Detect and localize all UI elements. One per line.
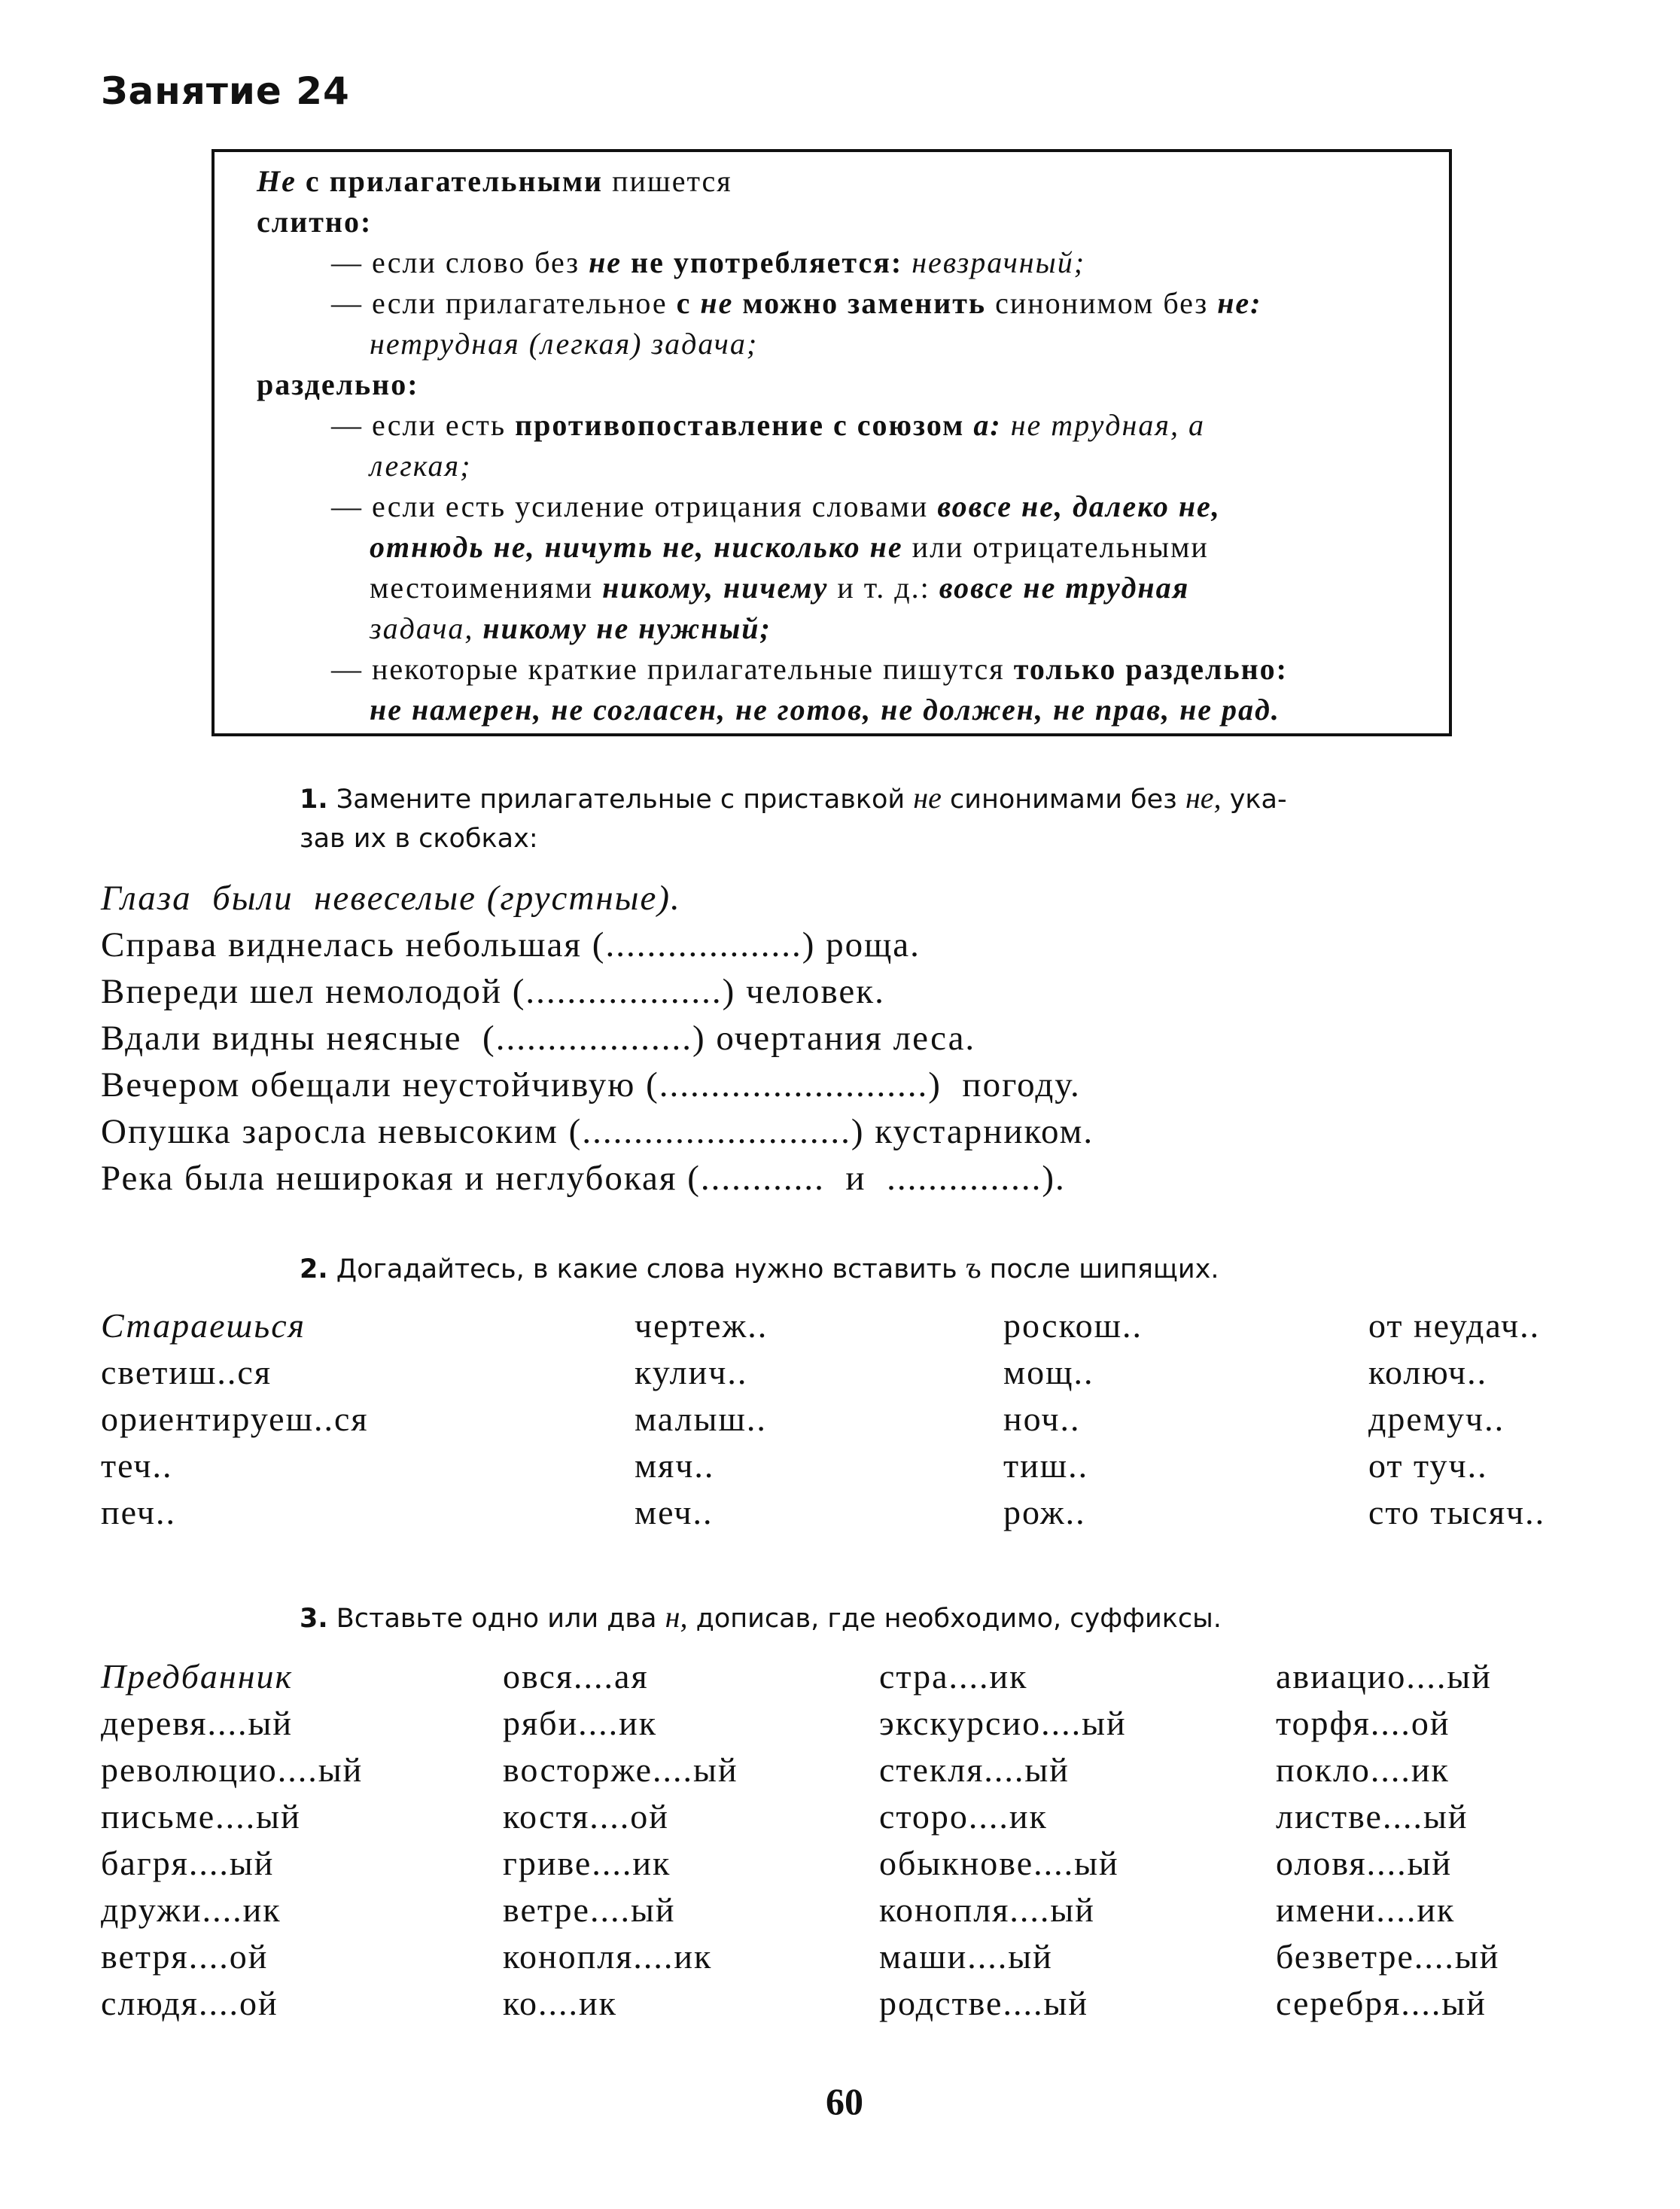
task3-word: ветря....ой	[101, 1937, 269, 1976]
task2-word: мощ..	[1003, 1353, 1094, 1391]
task3-word: стра....ик	[879, 1657, 1028, 1696]
task3-instruction: 3. Вставьте одно или два н, дописав, где необходимо, суффиксы.	[300, 1600, 1222, 1634]
task3-word: конопля....ый	[879, 1891, 1095, 1929]
task3-word: письме....ый	[101, 1797, 301, 1836]
rule-line: Не с прилагательными пишется	[257, 164, 732, 198]
task3-word: экскурсио....ый	[879, 1704, 1127, 1742]
task1-line: Вдали видны неясные (...................) очертания леса.	[101, 1019, 976, 1058]
task3-column	[1276, 1653, 1499, 2027]
task2-word: от неудач..	[1368, 1306, 1541, 1345]
task2-column	[1003, 1303, 1143, 1536]
task2-word: от туч..	[1368, 1446, 1488, 1485]
task1-line: Справа виднелась небольшая (...................) роща.	[101, 925, 921, 964]
task1-exercise	[101, 875, 1094, 1202]
task3-word: авиацио....ый	[1276, 1657, 1492, 1696]
rule-line: слитно:	[257, 205, 373, 239]
task2-word: мяч..	[635, 1446, 715, 1485]
task3-word: слюдя....ой	[101, 1984, 278, 2022]
rule-line: — если слово без не не употребляется: невзрачный;	[331, 245, 1086, 279]
task2-word: рож..	[1003, 1493, 1086, 1531]
rule-line: местоимениями никому, ничему и т. д.: вовсе не трудная	[370, 571, 1190, 605]
task3-word: восторже....ый	[503, 1750, 738, 1789]
task2-word: ноч..	[1003, 1400, 1081, 1438]
task2-word: печ..	[101, 1493, 177, 1531]
task2-word: ориентируеш..ся	[101, 1400, 369, 1438]
task2-word: теч..	[101, 1446, 173, 1485]
task3-word: безветре....ый	[1276, 1937, 1500, 1976]
task3-word: сторо....ик	[879, 1797, 1048, 1836]
task3-sample: Предбанник	[101, 1657, 294, 1696]
task3-word: оловя....ый	[1276, 1844, 1453, 1882]
task3-column	[101, 1653, 363, 2027]
task3-word: революцио....ый	[101, 1750, 364, 1789]
task3-word: родстве....ый	[879, 1984, 1088, 2022]
task3-word: стекля....ый	[879, 1750, 1070, 1789]
task2-word: тиш..	[1003, 1446, 1089, 1485]
task1-line: Вечером обещали неустойчивую (..........................) погоду.	[101, 1065, 1081, 1104]
task1-instruction: 1. Замените прилагательные с приставкой не синонимами без не, ука- зав их в скобках:	[300, 781, 1287, 854]
task2-word: роскош..	[1003, 1306, 1143, 1345]
task3-word: костя....ой	[503, 1797, 669, 1836]
task3-word: дружи....ик	[101, 1891, 282, 1929]
rule-line: — если прилагательное с не можно заменить синонимом без не:	[331, 286, 1262, 320]
task2-word: сто тысяч..	[1368, 1493, 1546, 1531]
task3-column	[503, 1653, 738, 2027]
rule-line: раздельно:	[257, 367, 419, 401]
task2-word: колюч..	[1368, 1353, 1488, 1391]
task2-column	[101, 1303, 369, 1536]
task3-word: багря....ый	[101, 1844, 275, 1882]
task3-word: имени....ик	[1276, 1891, 1456, 1929]
task1-line: Впереди шел немолодой (...................) человек.	[101, 972, 885, 1011]
rule-line: нетрудная (легкая) задача;	[370, 327, 759, 361]
task3-word: ветре....ый	[503, 1891, 676, 1929]
task3-word: покло....ик	[1276, 1750, 1450, 1789]
task3-word: ко....ик	[503, 1984, 617, 2022]
task3-word: маши....ый	[879, 1937, 1053, 1976]
rule-line: — если есть усиление отрицания словами вовсе не, далеко не,	[331, 489, 1221, 523]
rule-line: — некоторые краткие прилагательные пишутся только раздельно:	[331, 652, 1288, 686]
task2-sample: Стараешься	[101, 1306, 306, 1345]
task3-word: торфя....ой	[1276, 1704, 1450, 1742]
task3-word: деревя....ый	[101, 1704, 294, 1742]
task1-line: Река была неширокая и неглубокая (............ и ...............).	[101, 1159, 1066, 1198]
task2-instruction: 2. Догадайтесь, в какие слова нужно вставить ъ после шипящих.	[300, 1251, 1219, 1284]
task3-word: гриве....ик	[503, 1844, 671, 1882]
task3-word: обыкнове....ый	[879, 1844, 1119, 1882]
rule-line: легкая;	[370, 449, 472, 483]
task2-word: чертеж..	[635, 1306, 768, 1345]
rule-line: не намерен, не согласен, не готов, не должен, не прав, не рад.	[370, 693, 1280, 727]
page-number: 60	[826, 2080, 863, 2122]
rule-line: отнюдь не, ничуть не, нисколько не или отрицательными	[370, 530, 1209, 564]
task3-word: конопля....ик	[503, 1937, 713, 1976]
rule-line: задача, никому не нужный;	[370, 611, 772, 645]
task3-word: ряби....ик	[503, 1704, 658, 1742]
task1-sample: Глаза были невеселые (грустные).	[101, 879, 681, 918]
task2-word: малыш..	[635, 1400, 767, 1438]
rule-box	[212, 149, 1452, 736]
task2-column	[635, 1303, 768, 1536]
task3-column	[879, 1653, 1127, 2027]
task2-word: кулич..	[635, 1353, 748, 1391]
task2-word: дремуч..	[1368, 1400, 1505, 1438]
task1-line: Опушка заросла невысоким (..........................) кустарником.	[101, 1112, 1094, 1151]
task3-word: серебря....ый	[1276, 1984, 1487, 2022]
task3-word: овся....ая	[503, 1657, 649, 1696]
task2-word: меч..	[635, 1493, 714, 1531]
task2-column	[1368, 1303, 1545, 1536]
task2-word: светиш..ся	[101, 1353, 272, 1391]
rule-line: — если есть противопоставление с союзом а: не трудная, а	[331, 408, 1205, 442]
lesson-title: Занятие 24	[101, 69, 350, 113]
task3-word: листве....ый	[1276, 1797, 1468, 1836]
